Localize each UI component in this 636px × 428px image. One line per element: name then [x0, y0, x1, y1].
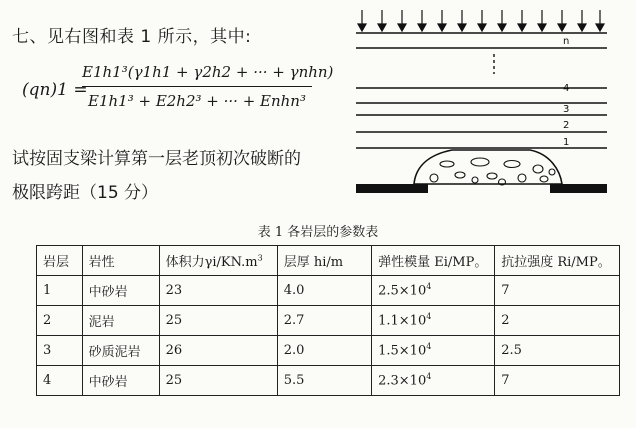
cell-gamma: 25 — [159, 306, 277, 336]
table-caption: 表 1 各岩层的参数表 — [257, 225, 379, 240]
formula-numerator: E1h1³(γ1h1 + γ2h2 + ··· + γnhn) — [82, 63, 334, 81]
load-arrow — [398, 10, 406, 31]
load-arrows — [358, 10, 604, 31]
question-title: 七、见右图和表 1 所示，其中: — [12, 27, 252, 47]
table-header-row — [37, 246, 620, 276]
question-body — [12, 142, 332, 210]
header-thickness: 层厚 hi/m — [277, 246, 371, 276]
cell-gamma: 25 — [159, 366, 277, 396]
cell-modulus — [372, 306, 495, 336]
formula-fraction — [82, 60, 334, 113]
header-modulus: 弹性模量 Ei/MP。 — [372, 246, 495, 276]
cell-layer: 1 — [37, 276, 83, 306]
load-arrow — [578, 10, 586, 31]
cell-rock: 泥岩 — [82, 306, 159, 336]
load-arrow — [458, 10, 466, 31]
cell-modulus-exp: 4 — [426, 372, 432, 382]
load-formula — [22, 60, 334, 124]
cell-rock: 中砂岩 — [82, 276, 159, 306]
layer-label-4: 4 — [563, 83, 570, 94]
fraction-bar — [82, 86, 312, 87]
right-coal-seam — [550, 184, 607, 193]
cell-modulus — [372, 366, 495, 396]
load-arrow — [358, 10, 366, 31]
cell-gamma: 26 — [159, 336, 277, 366]
load-arrow — [498, 10, 506, 31]
formula-denominator: E1h1³ + E2h2³ + ··· + Enhn³ — [88, 92, 306, 110]
cell-tensile: 2 — [495, 306, 620, 336]
cell-modulus-exp: 4 — [426, 312, 432, 322]
table-row — [37, 336, 620, 366]
load-arrow — [478, 10, 486, 31]
cell-modulus — [372, 336, 495, 366]
header-bulk-force-text: 体积力γi/KN.m — [165, 255, 258, 270]
load-arrow — [596, 10, 604, 31]
load-arrow — [518, 10, 526, 31]
table-row — [37, 276, 620, 306]
header-tensile: 抗拉强度 Ri/MP。 — [495, 246, 620, 276]
layer-label-1: 1 — [563, 137, 570, 148]
cell-tensile: 7 — [495, 366, 620, 396]
cell-layer: 3 — [37, 336, 83, 366]
header-layer: 岩层 — [37, 246, 83, 276]
cell-modulus-exp: 4 — [426, 342, 432, 352]
header-bulk-force — [159, 246, 277, 276]
cell-modulus-base: 1.1×10 — [378, 313, 427, 329]
cell-modulus-exp: 4 — [426, 282, 432, 292]
cell-tensile: 7 — [495, 276, 620, 306]
table-row — [37, 366, 620, 396]
header-lithology: 岩性 — [82, 246, 159, 276]
cell-thickness: 2.7 — [277, 306, 371, 336]
cell-layer: 4 — [37, 366, 83, 396]
cell-layer: 2 — [37, 306, 83, 336]
load-arrow — [558, 10, 566, 31]
rock-parameter-table — [36, 245, 620, 396]
question-body-line-2: 极限跨距（15 分） — [12, 183, 159, 203]
table-row — [37, 306, 620, 336]
left-coal-seam — [356, 184, 428, 193]
cell-rock: 砂质泥岩 — [82, 336, 159, 366]
cell-modulus — [372, 276, 495, 306]
load-arrow — [438, 10, 446, 31]
header-bulk-force-exp: 3 — [257, 253, 263, 263]
cell-modulus-base: 2.3×10 — [378, 373, 427, 389]
cell-tensile: 2.5 — [495, 336, 620, 366]
load-arrow — [418, 10, 426, 31]
cell-modulus-base: 2.5×10 — [378, 283, 427, 299]
cell-thickness: 2.0 — [277, 336, 371, 366]
cell-gamma: 23 — [159, 276, 277, 306]
cell-thickness: 5.5 — [277, 366, 371, 396]
cell-thickness: 4.0 — [277, 276, 371, 306]
strata-diagram — [352, 4, 614, 200]
cell-modulus-base: 1.5×10 — [378, 343, 427, 359]
layer-label-3: 3 — [563, 104, 570, 115]
layer-label-n: n — [563, 36, 570, 47]
question-body-line-1: 试按固支梁计算第一层老顶初次破断的 — [12, 149, 301, 169]
load-arrow — [538, 10, 546, 31]
layer-label-2: 2 — [563, 120, 570, 131]
cell-rock: 中砂岩 — [82, 366, 159, 396]
formula-lhs: (qn)1 = — [22, 80, 88, 100]
load-arrow — [378, 10, 386, 31]
